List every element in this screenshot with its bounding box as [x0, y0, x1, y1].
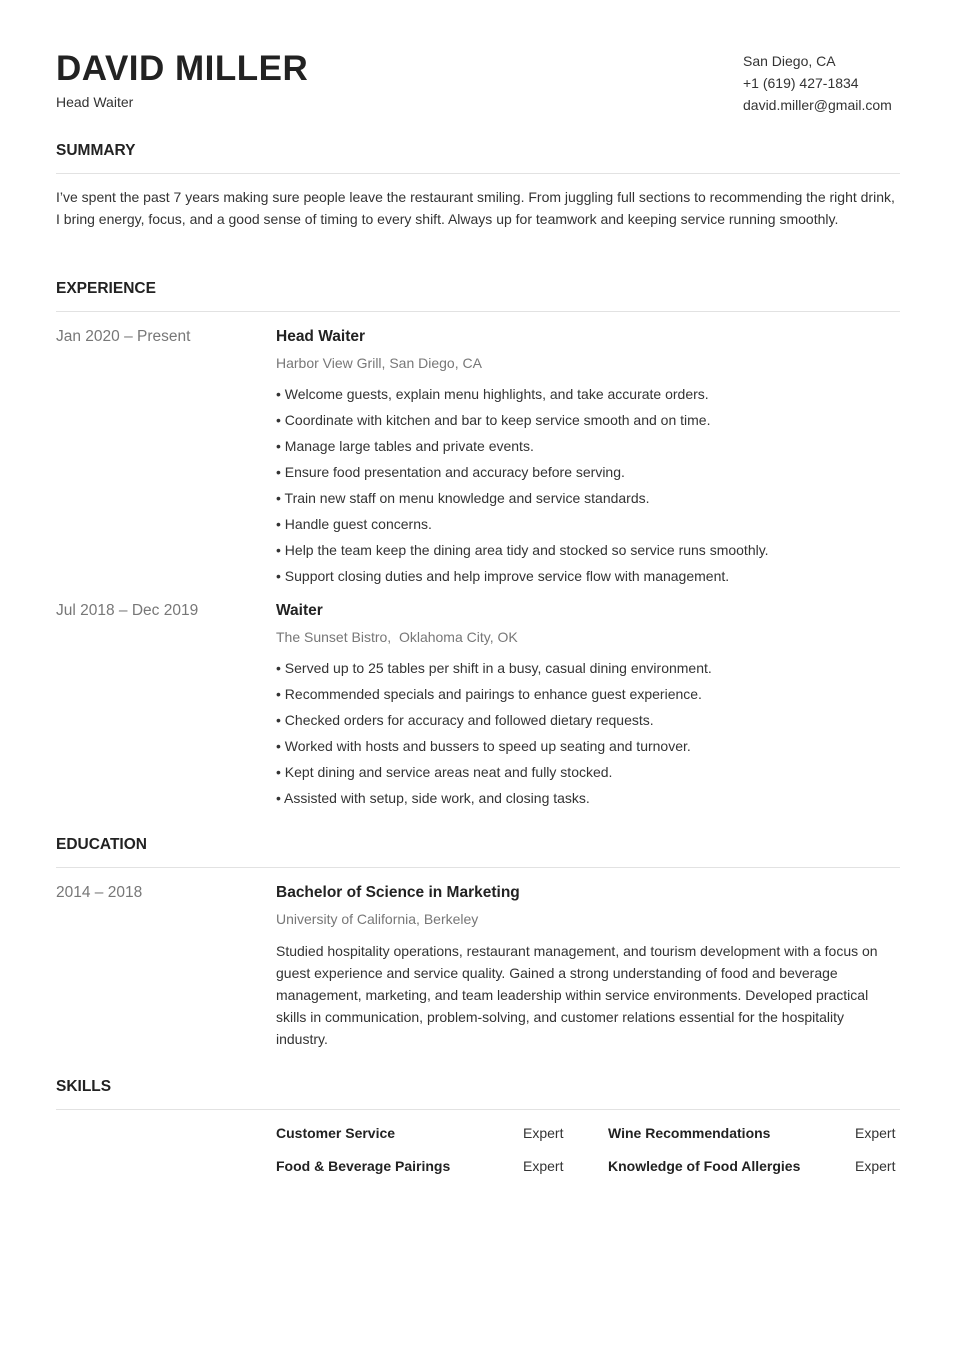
skill-level: Expert — [523, 1158, 564, 1174]
job-organization: The Sunset Bistro, Oklahoma City, OK — [276, 629, 518, 645]
contact-location: San Diego, CA — [743, 53, 836, 69]
job-bullet-list — [276, 655, 900, 811]
candidate-name: DAVID MILLER — [56, 49, 309, 88]
skills-heading: SKILLS — [56, 1078, 112, 1095]
job-bullet: • Kept dining and service areas neat and fully stocked. — [276, 764, 613, 780]
skill-name: Wine Recommendations — [608, 1125, 771, 1141]
experience-heading: EXPERIENCE — [56, 280, 156, 297]
skill-level: Expert — [855, 1125, 896, 1141]
job-bullet: • Welcome guests, explain menu highlights, and take accurate orders. — [276, 386, 709, 402]
education-heading: EDUCATION — [56, 836, 147, 853]
candidate-role: Head Waiter — [56, 94, 134, 110]
job-bullet: • Recommended specials and pairings to enhance guest experience. — [276, 686, 702, 702]
skill-level: Expert — [855, 1158, 896, 1174]
job-bullet: • Ensure food presentation and accuracy before serving. — [276, 464, 625, 480]
job-bullet: • Manage large tables and private events. — [276, 438, 534, 454]
skill-name: Food & Beverage Pairings — [276, 1158, 451, 1174]
contact-phone: +1 (619) 427-1834 — [743, 75, 859, 91]
job-dates: Jan 2020 – Present — [56, 328, 191, 345]
skills-divider — [56, 1109, 900, 1110]
contact-block — [743, 50, 943, 116]
job-bullet: • Support closing duties and help improve service flow with management. — [276, 568, 730, 584]
job-bullet: • Coordinate with kitchen and bar to keep service smooth and on time. — [276, 412, 711, 428]
contact-email: david.miller@gmail.com — [743, 97, 892, 113]
skill-level: Expert — [523, 1125, 564, 1141]
education-divider — [56, 867, 900, 868]
job-title: Waiter — [276, 602, 323, 619]
job-bullet: • Assisted with setup, side work, and closing tasks. — [276, 790, 590, 806]
job-bullet: • Served up to 25 tables per shift in a busy, casual dining environment. — [276, 660, 712, 676]
job-bullet: • Train new staff on menu knowledge and service standards. — [276, 490, 650, 506]
education-dates: 2014 – 2018 — [56, 884, 143, 901]
skill-name: Knowledge of Food Allergies — [608, 1158, 801, 1174]
job-title: Head Waiter — [276, 328, 366, 345]
job-bullet: • Handle guest concerns. — [276, 516, 432, 532]
experience-divider — [56, 311, 900, 312]
job-bullet-list — [276, 381, 900, 589]
job-bullet: • Help the team keep the dining area tidy and stocked so service runs smoothly. — [276, 542, 769, 558]
education-degree: Bachelor of Science in Marketing — [276, 884, 520, 901]
job-organization: Harbor View Grill, San Diego, CA — [276, 355, 482, 371]
summary-divider — [56, 173, 900, 174]
skill-name: Customer Service — [276, 1125, 396, 1141]
education-description: Studied hospitality operations, restaurant management, and tourism development with a focus on guest experience and service quality. Gained a strong understanding of food and beverage management, marketing, and team leadership within service environments. Developed practical skills in communication, problem-solving, and customer relations essential for the hospitality industry. — [276, 943, 878, 1047]
summary-heading: SUMMARY — [56, 142, 136, 159]
job-dates: Jul 2018 – Dec 2019 — [56, 602, 199, 619]
education-school: University of California, Berkeley — [276, 911, 479, 927]
job-bullet: • Checked orders for accuracy and followed dietary requests. — [276, 712, 654, 728]
job-bullet: • Worked with hosts and bussers to speed up seating and turnover. — [276, 738, 691, 754]
summary-text: I’ve spent the past 7 years making sure people leave the restaurant smiling. From juggling full sections to recommending the right drink, I bring energy, focus, and a good sense of timing to every shift. Always up for teamwork and keeping service running smoothly. — [56, 189, 895, 227]
